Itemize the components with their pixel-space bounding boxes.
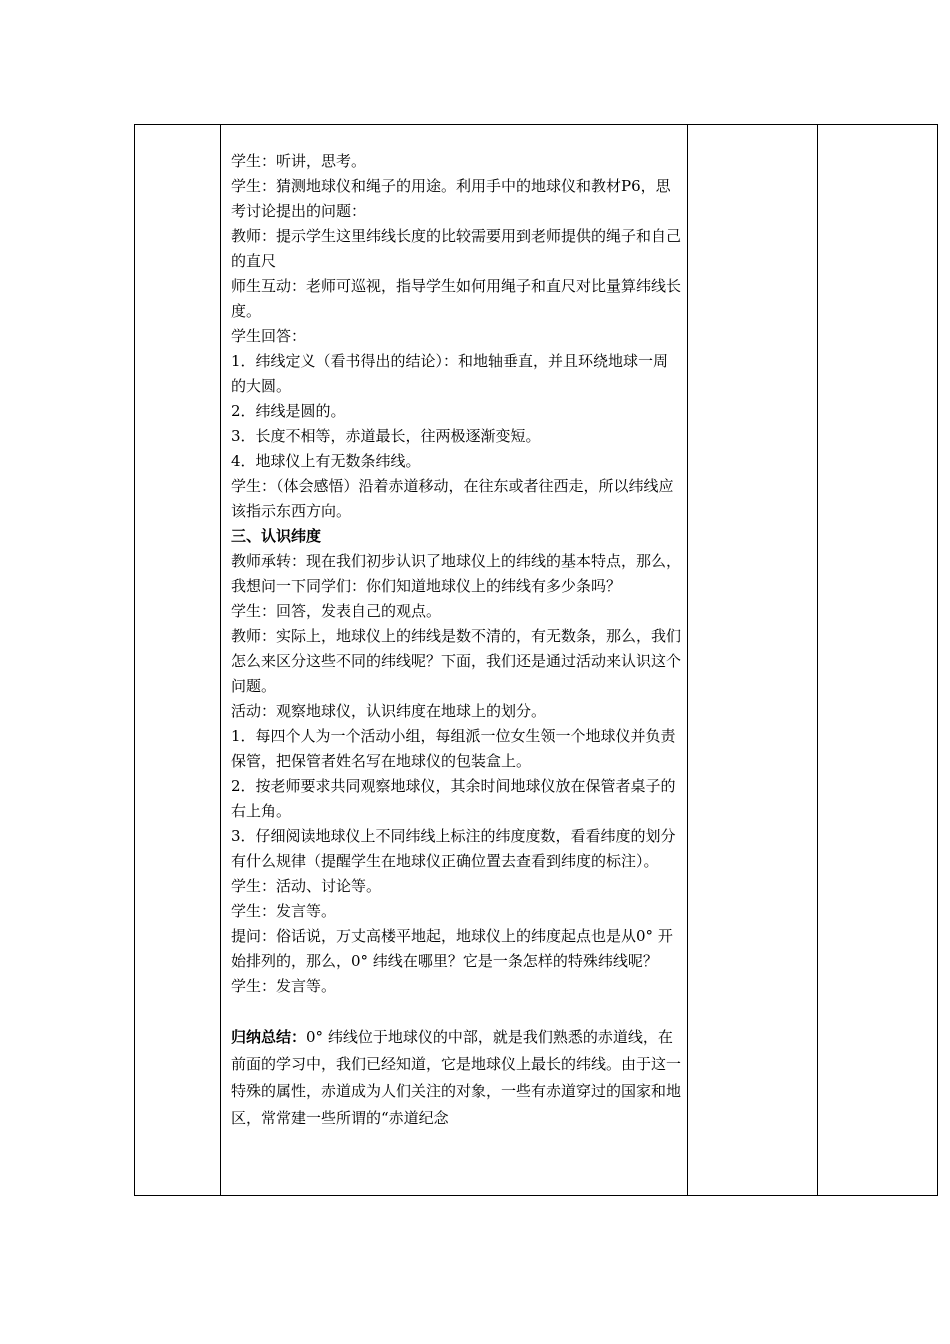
- summary-lead: 归纳总结：: [231, 1028, 307, 1046]
- section-heading: 三、认识纬度: [231, 527, 322, 545]
- text-line: 学生：发言等。: [231, 977, 337, 995]
- text-line: 3．仔细阅读地球仪上不同纬线上标注的纬度度数，看看纬度的划分有什么规律（提醒学生在地球仪正确位置去查看到纬度的标注）。: [231, 827, 676, 870]
- text-line: 教师：提示学生这里纬线长度的比较需要用到老师提供的绳子和自己的直尺: [231, 227, 682, 270]
- lesson-table: [134, 124, 938, 1196]
- text-line: 学生回答：: [231, 327, 307, 345]
- text-line: 提问：俗话说，万丈高楼平地起，地球仪上的纬度起点也是从0° 开始排列的，那么，0° 纬线在哪里？它是一条怎样的特殊纬线呢？: [231, 927, 673, 970]
- text-line: 2．纬线是圆的。: [231, 402, 346, 420]
- text-line: 1．每四个人为一个活动小组，每组派一位女生领一个地球仪并负责保管，把保管者姓名写在地球仪的包装盒上。: [231, 727, 676, 770]
- text-line: 活动：观察地球仪，认识纬度在地球上的划分。: [231, 702, 547, 720]
- text-line: 学生：发言等。: [231, 902, 337, 920]
- table-cell-left: [135, 125, 221, 1196]
- text-line: 学生：活动、讨论等。: [231, 877, 382, 895]
- text-line: 1．纬线定义（看书得出的结论）：和地轴垂直，并且环绕地球一周的大圆。: [231, 352, 669, 395]
- text-line: 教师承转：现在我们初步认识了地球仪上的纬线的基本特点，那么，我想问一下同学们：你们知道地球仪上的纬线有多少条吗？: [231, 552, 682, 595]
- table-cell-right: [818, 125, 938, 1196]
- table-row: [135, 125, 938, 1196]
- text-line: 学生：听讲，思考。: [231, 152, 367, 170]
- text-line: 4．地球仪上有无数条纬线。: [231, 452, 421, 470]
- text-line: 教师：实际上，地球仪上的纬线是数不清的，有无数条，那么，我们怎么来区分这些不同的纬线呢？下面，我们还是通过活动来认识这个问题。: [231, 627, 682, 695]
- text-line: 学生：猜测地球仪和绳子的用途。利用手中的地球仪和教材P6，思考讨论提出的问题：: [231, 177, 671, 220]
- blank-line: [231, 999, 681, 1024]
- table-cell-content: [221, 125, 688, 1196]
- lesson-content: [221, 125, 687, 1195]
- text-line: 2．按老师要求共同观察地球仪，其余时间地球仪放在保管者桌子的右上角。: [231, 777, 676, 820]
- text-line: 3．长度不相等，赤道最长，往两极逐渐变短。: [231, 427, 541, 445]
- text-line: 师生互动：老师可巡视，指导学生如何用绳子和直尺对比量算纬线长度。: [231, 277, 682, 320]
- text-line: 学生：（体会感悟）沿着赤道移动，在往东或者往西走，所以纬线应该指示东西方向。: [231, 477, 674, 520]
- text-line: 学生：回答，发表自己的观点。: [231, 602, 442, 620]
- summary-paragraph: [231, 1024, 681, 1132]
- summary-text: 0° 纬线位于地球仪的中部，就是我们熟悉的赤道线，在前面的学习中，我们已经知道，它是地球仪上最长的纬线。由于这一特殊的属性，赤道成为人们关注的对象，一些有赤道穿过的国家和地区，常常建一些所谓的“赤道纪念: [231, 1028, 682, 1127]
- table-cell-notes: [688, 125, 818, 1196]
